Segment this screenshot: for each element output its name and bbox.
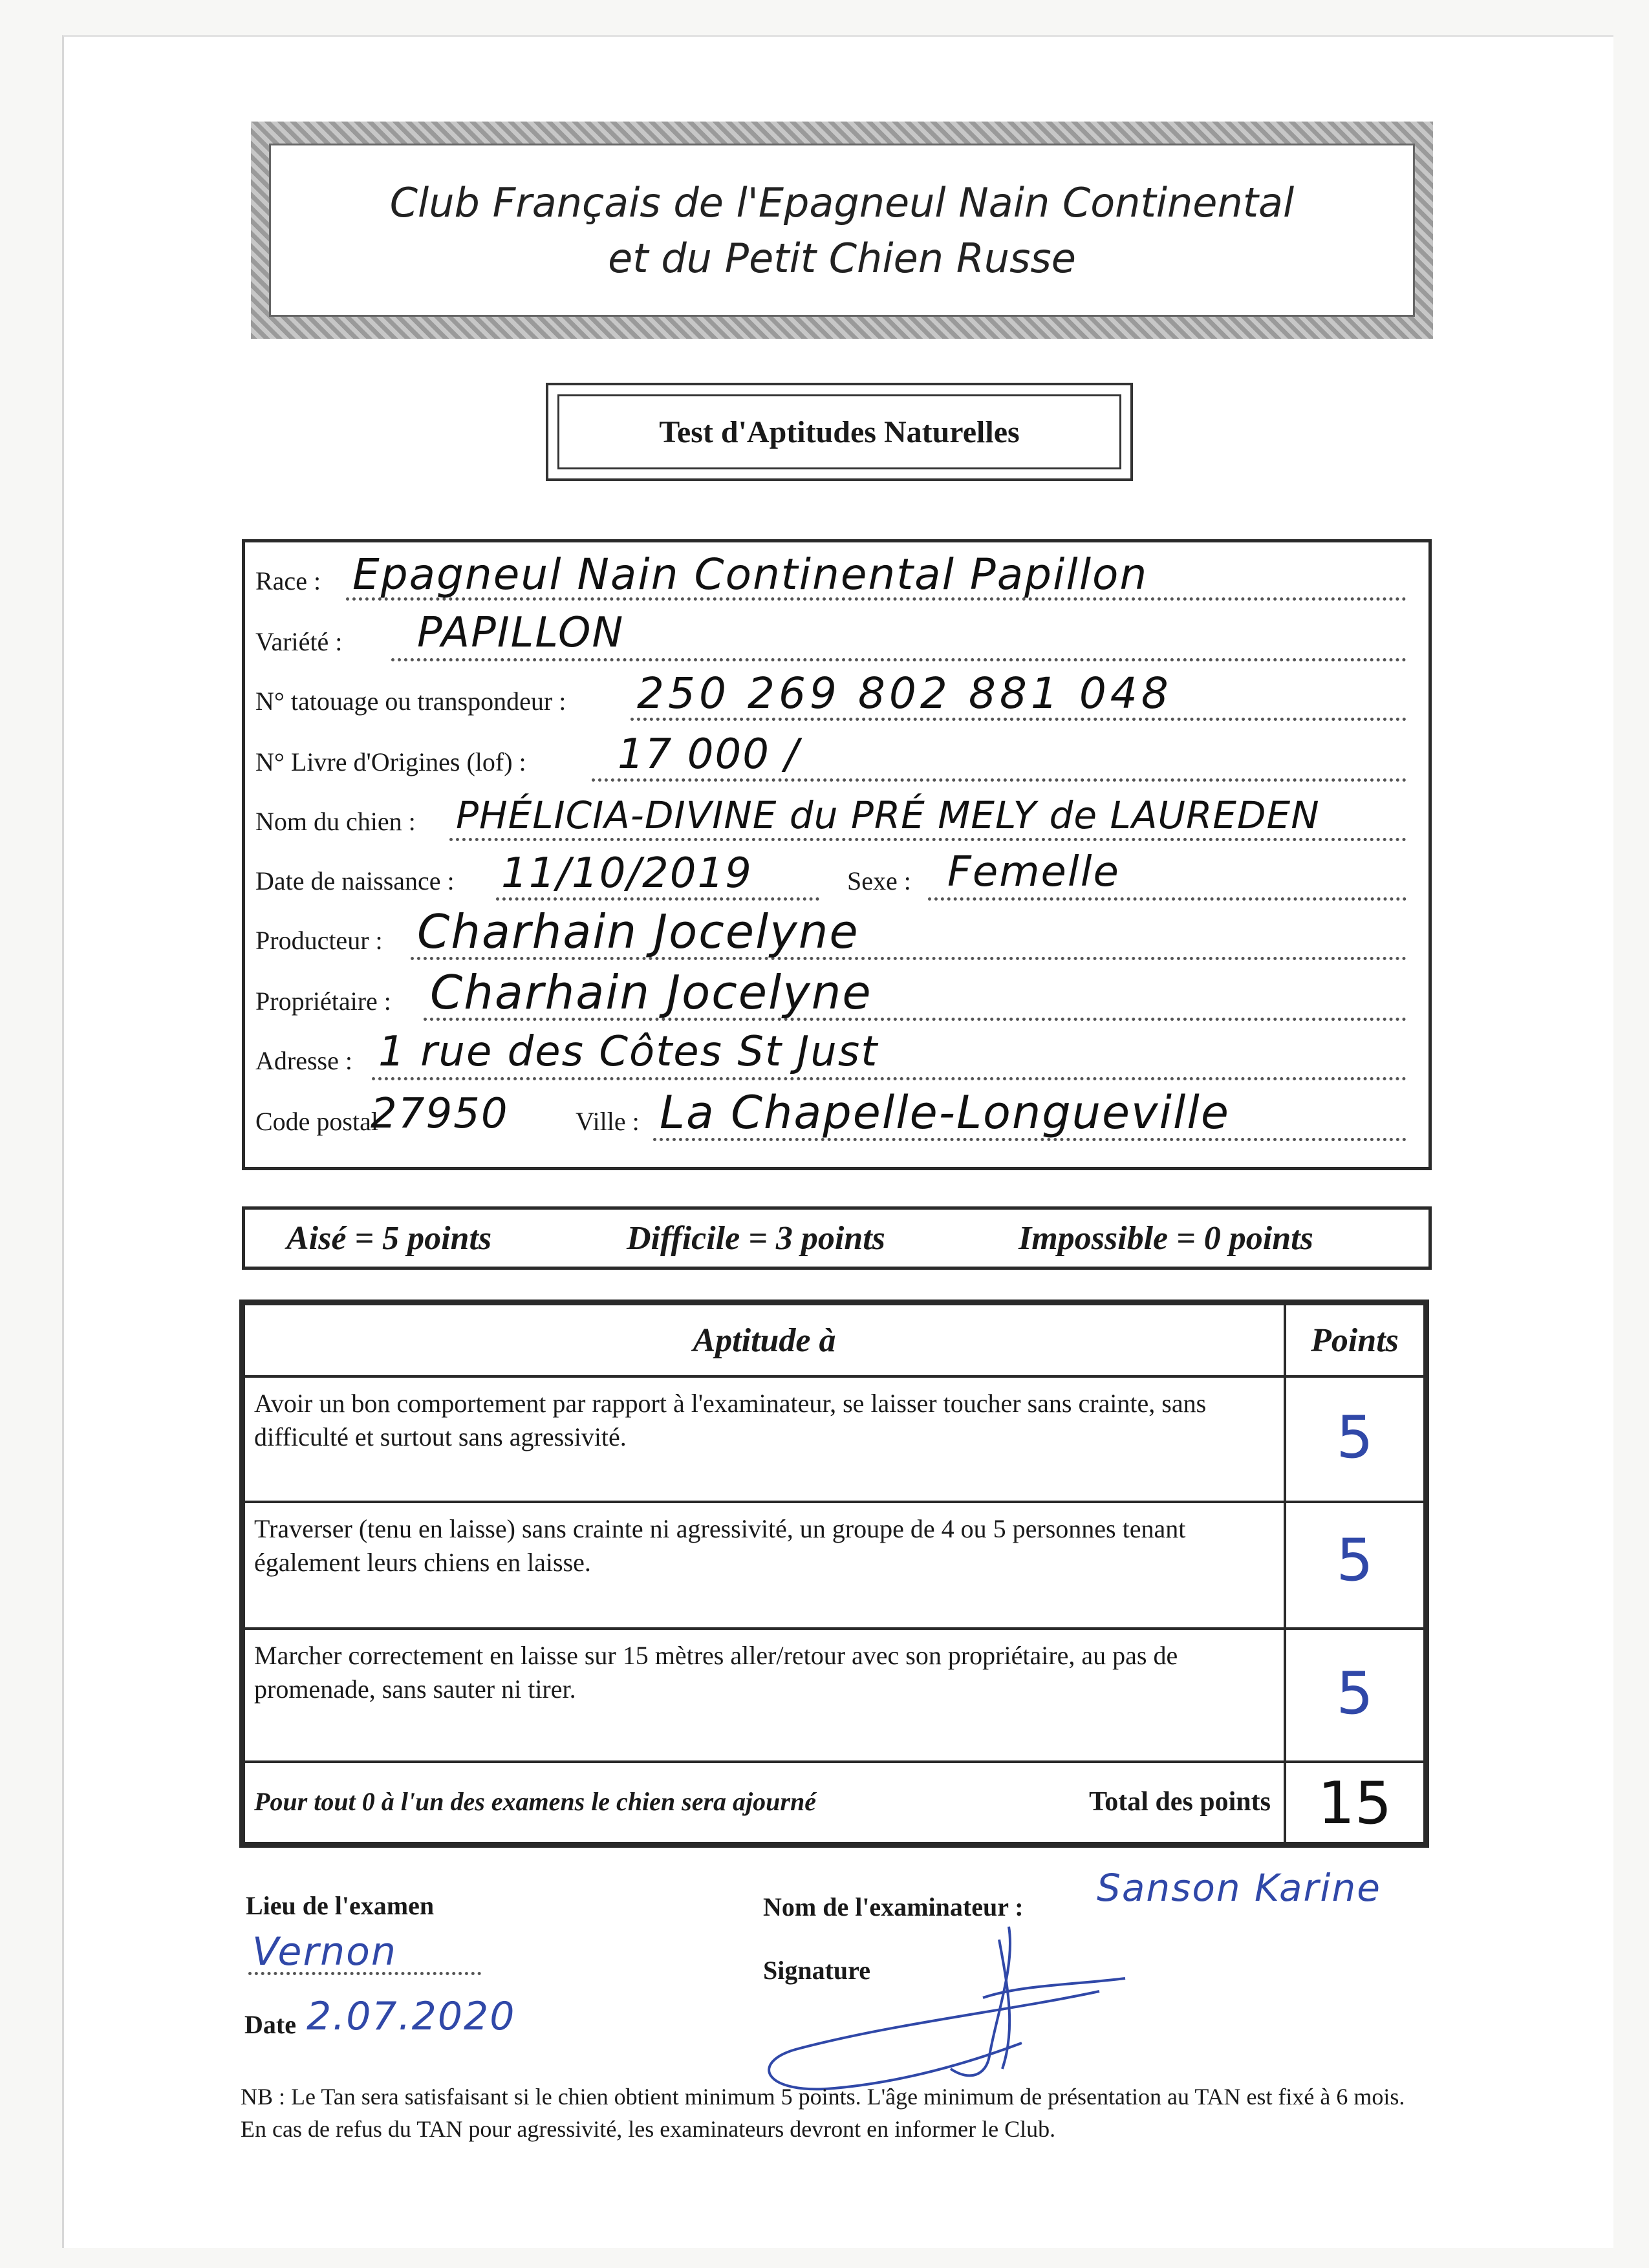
ville-label: Ville :: [576, 1107, 640, 1136]
examiner-signature: [737, 1914, 1151, 2101]
scale-aise: Aisé = 5 points: [286, 1220, 492, 1257]
adresse-value: 1 rue des Côtes St Just: [378, 1028, 879, 1076]
field-variete: [255, 609, 1413, 671]
scoring-scale: [242, 1206, 1432, 1270]
lieu-value: Vernon: [252, 1929, 397, 1974]
points-value: 5: [1336, 1404, 1374, 1471]
naissance-label: Date de naissance :: [255, 866, 455, 895]
producteur-label: Producteur :: [255, 926, 383, 955]
points-value: 5: [1336, 1526, 1374, 1594]
lieu-label: Lieu de l'examen: [246, 1891, 435, 1920]
variete-value: PAPILLON: [417, 609, 625, 657]
aptitude-text: Traverser (tenu en laisse) sans crainte ni agressivité, un groupe de 4 ou 5 personnes tenant également leurs chiens en laisse.: [254, 1514, 1186, 1577]
examinateur-value: Sanson Karine: [1097, 1866, 1381, 1910]
field-tatouage: [255, 669, 1413, 731]
race-value: Epagneul Nain Continental Papillon: [352, 550, 1148, 599]
proprietaire-label: Propriétaire :: [255, 987, 391, 1016]
form-title-box: [546, 383, 1133, 481]
points-cell: [1284, 1375, 1426, 1503]
field-nom-chien: [255, 793, 1413, 851]
header-points: [1284, 1303, 1426, 1378]
total-row-note: [242, 1760, 1286, 1845]
date-value: 2.07.2020: [307, 1994, 516, 2039]
club-name-line2: et du Petit Chien Russe: [608, 235, 1076, 282]
adresse-label: Adresse :: [255, 1046, 352, 1075]
field-producteur: [255, 904, 1413, 970]
aptitude-table: [239, 1300, 1429, 1848]
signature-label: Signature: [763, 1956, 870, 1985]
points-cell: [1284, 1501, 1426, 1630]
field-naissance-sexe: [255, 848, 1413, 910]
total-label: Total des points: [1089, 1787, 1271, 1817]
date-label: Date: [244, 2010, 296, 2039]
points-cell: [1284, 1627, 1426, 1763]
club-name-line1: Club Français de l'Epagneul Nain Continental: [389, 179, 1295, 226]
ajourne-note: Pour tout 0 à l'un des examens le chien sera ajourné: [254, 1787, 816, 1816]
race-label: Race :: [255, 566, 321, 595]
total-cell: [1284, 1760, 1426, 1845]
club-banner-panel: [269, 144, 1415, 317]
field-adresse: [255, 1028, 1413, 1090]
scale-impossible: Impossible = 0 points: [1018, 1220, 1313, 1257]
points-value: 5: [1336, 1660, 1374, 1728]
table-row: [242, 1501, 1286, 1630]
proprietaire-value: Charhain Jocelyne: [430, 965, 872, 1020]
producteur-value: Charhain Jocelyne: [417, 904, 859, 959]
tatouage-value: 250 269 802 881 048: [637, 669, 1172, 718]
variete-label: Variété :: [255, 627, 343, 656]
sexe-value: Femelle: [947, 848, 1120, 896]
header-aptitude: [242, 1303, 1286, 1378]
sexe-label: Sexe :: [847, 866, 911, 895]
nb-note: NB : Le Tan sera satisfaisant si le chien obtient minimum 5 points. L'âge minimum de présentation au TAN est fixé à 6 mois. En cas de refus du TAN pour agressivité, les examinateurs devront en informer le Club.: [241, 2084, 1405, 2142]
nom-chien-label: Nom du chien :: [255, 807, 416, 836]
aptitude-text: Marcher correctement en laisse sur 15 mètres aller/retour avec son propriétaire, au pas de promenade, sans sauter ni tirer.: [254, 1641, 1178, 1704]
total-value: 15: [1317, 1770, 1392, 1837]
tatouage-label: N° tatouage ou transpondeur :: [255, 687, 566, 716]
nom-chien-value: PHÉLICIA-DIVINE du PRÉ MELY de LAUREDEN: [456, 793, 1320, 837]
code-postal-value: 27950: [371, 1090, 509, 1138]
field-proprietaire: [255, 965, 1413, 1031]
scale-difficile: Difficile = 3 points: [627, 1220, 885, 1257]
aptitude-text: Avoir un bon comportement par rapport à l'examinateur, se laisser toucher sans crainte, sans difficulté et surtout sans agressivité.: [254, 1389, 1207, 1451]
code-postal-label: Code postal: [255, 1107, 378, 1136]
header-points-label: Points: [1311, 1321, 1399, 1359]
naissance-value: 11/10/2019: [501, 850, 753, 897]
field-race: [255, 552, 1413, 610]
lof-value: 17 000 /: [618, 731, 800, 778]
examinateur-label: Nom de l'examinateur :: [763, 1892, 1024, 1921]
club-banner: [251, 122, 1433, 339]
table-row: [242, 1627, 1286, 1763]
ville-value: La Chapelle-Longueville: [660, 1086, 1230, 1139]
lof-label: N° Livre d'Origines (lof) :: [255, 747, 526, 776]
field-lof: [255, 733, 1413, 791]
header-aptitude-label: Aptitude à: [693, 1321, 836, 1359]
form-title: Test d'Aptitudes Naturelles: [557, 394, 1121, 469]
field-code-postal-ville: [255, 1086, 1413, 1151]
table-row: [242, 1375, 1286, 1503]
